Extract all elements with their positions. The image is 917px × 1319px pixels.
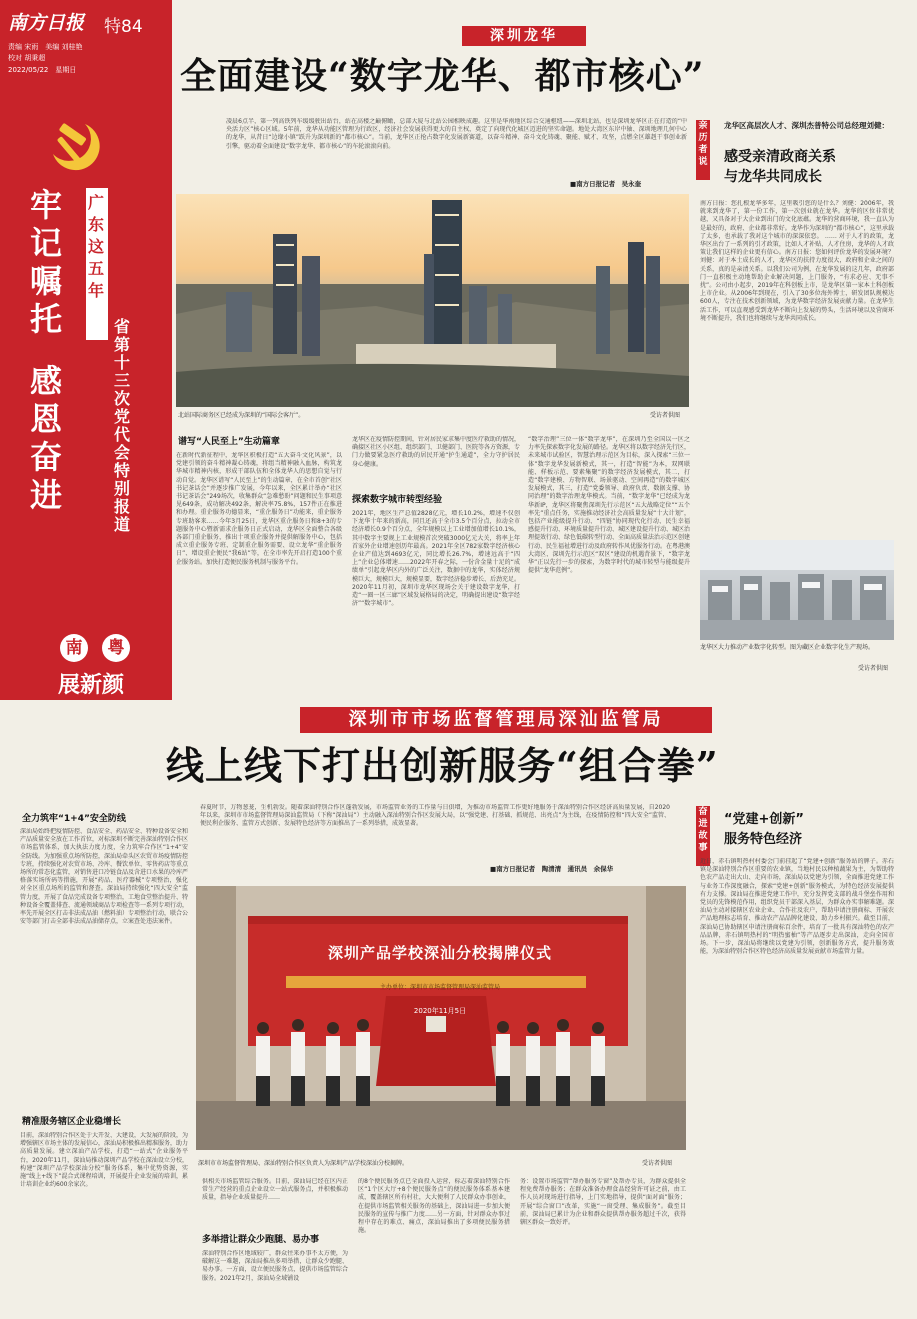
region-badge-right <box>102 634 130 662</box>
region-badge-left-text: 南 <box>65 638 83 658</box>
article1-headline: 全面建设“数字龙华、都市核心” <box>180 55 705 97</box>
factory-photo-credit: 受访者供图 <box>858 665 889 672</box>
slogan-line-1: 牢记嘱托 <box>30 186 63 338</box>
staff-line-1: 责编 宋雨 美编 刘桂艳 <box>8 43 83 51</box>
masthead-logo: 南方日报 <box>8 12 85 34</box>
skyline-photo-credit: 受访者供图 <box>650 412 681 419</box>
article1-kicker <box>462 26 586 46</box>
article2-lead: 春夏时节，万物葱茏，生机勃发。随着深汕特别合作区蓬勃发展，市场监管业务的工作量与日俱增，为推动市场监管工作更好地服务于深汕特别合作区经济高质量发展，自2020年以来，深圳市市场监督管理局深汕监管局（下称“深汕局”）主动融入深汕特别合作区发展大局，以“强党建、打基础、抓规范、出亮点”为主线，在疫情防控和“四大安全”监管、便民利企服务、监管方式创新、发展特色经济等方面推出了一系列举措，成效显著。 <box>200 804 670 828</box>
article2-byline: ■南方日报记者 陶清清 通讯员 余保华 <box>490 865 614 873</box>
skyline-photo-caption: 北站国际商务区已经成为深圳的“国际会客厅”。 <box>178 412 305 419</box>
article1-lead: 凌晨6点半，第一列高铁列车缓缓驶出站台，站在高楼之巅俯瞰，总部大厦与北站公园相映成趣。这里是华南地区综合交通枢纽——深圳北站，也是深圳龙华区正在打造的“中央活力区”核心区域。5年前，龙华从功能区管理为行政区，经济社会发展获得更大的自主权，奠定了向现代化城区迈进的坚实命题。地处大湾区东岸中轴、深圳地理几何中心的龙华，从昔日“边缘小镇”跃升为深圳新的“都市核心”。当前，龙华区正抢占数字化发展新赛道，以奋斗精神、奋斗文化铸魂、聚能、赋才、攻坚，点燃全区雄赳干事创业新引擎，驱动着全面建设“数字龙华、都市核心”的车轮滚滚向前。 <box>226 118 687 150</box>
article1-col2-body-a: 龙华区在疫情防控期间，针对居民家求集中度医疗救助的情况，确接区社区小区组、组织部门、卫健部门、医院等各方资源，专门力做要紧急医疗救助的居民开通“护生通道”，全力守护居民身心健康。 <box>352 436 520 468</box>
ceremony-photo-caption: 深圳市市场监督管理局、深汕特别合作区负责人为深圳产品学校深汕分校揭牌。 <box>198 1160 409 1167</box>
date-line: 2022/05/22 星期日 <box>8 66 77 74</box>
series-title-a: 广东这五年 <box>88 193 105 300</box>
region-badge-left <box>60 634 88 662</box>
series-title-b: 省第十三次党代会特别报道 <box>114 317 131 534</box>
article2-kicker-text: 深圳市市场监督管理局深汕监管局 <box>348 709 664 730</box>
ceremony-photo <box>196 886 686 1150</box>
article2-vertical-tag-text: 奋进故事 <box>698 807 708 853</box>
article1-byline: ■南方日报记者 吴永奎 <box>570 180 642 188</box>
factory-photo <box>700 540 894 640</box>
region-badge-caption: 展新颜 <box>58 673 125 698</box>
skyline-illustration <box>176 194 689 407</box>
article2-vertical-tag <box>696 806 710 866</box>
article2-col2-body-b: 深汕特别合作区地域较广，群众往来办事不太方便，为破解这一难题，深汕局推出多项举措，让群众少跑腿、易办事。一方面，设立便民服务点，提供市场监管综合服务。2021年2月，深汕局全域铺设 <box>202 1250 348 1282</box>
article2-headline: 线上线下打出创新服务“组合拳” <box>166 743 719 788</box>
sidebar-banner <box>0 0 172 700</box>
staff-line-2: 校对 胡秉超 <box>8 54 46 62</box>
article2-side-heading-1: “党建+创新” <box>724 812 804 827</box>
interview-headline-1: 感受亲清政商关系 <box>724 149 836 165</box>
article2-col1-body: 深汕局始终把疫情防控、食品安全、药品安全、特种设备安全和产品质量安全放在工作首位，对标深圳不断完善深汕特别合作区市场监管体系，加大执法力度力度，全力筑牢合作区“1+4”安全防线。为加强重点场所防控，深汕局牵头区农贸市场疫情防控专班，持续强化对农贸市场、冷库、餐饮单位、零售药店等重点场所的常态化监管，对销售进口冷链食品及含进口水果的冷库严格落实场所码等措施，开展“药品、医疗器械”专项整治，强化对全区重点场所的监管和督查。深汕局持续强化“四大安全”监管力度，开展了食品完成设备专项整治，工地食堂整治提升、特种设备全覆盖排查、流通领域商品专项检查等一系列专项行动，率先开展全区打击非法成品油（燃料油）专项整治行动，联合公安等部门打击全部非法成品油储存点，立案查处违法案件。 <box>20 828 188 926</box>
article2-col1-body-2: 目前，深汕特别合作区处于大开发、大建设，大发展的阶段，为增强辖区市场主体的发展信心，深汕局积极推出精准服务，助力高质量发展。建立深汕产品学校，打造“一站式”企业服务平台，2020年11月，深汕局推动深圳产品学校在深汕设立分校，构建“深圳产品学校深汕分校”服务体系，集中优势资源，实施“线上+线下”混合式课程培训，开展提升企业发展的培训，累计培训企业约600余家次。 <box>20 1132 188 1189</box>
article1-col2-heading: 探索数字城市转型经验 <box>352 495 443 505</box>
interview-vertical-tag <box>696 120 710 180</box>
article2-side-heading-2: 服务特色经济 <box>724 832 803 847</box>
interview-headline-2: 与龙华共同成长 <box>724 169 822 185</box>
interview-vertical-tag-text: 亲历者说 <box>698 121 708 167</box>
factory-illustration <box>700 540 894 640</box>
interview-org: 龙华区高层次人才、深圳杰普特公司总经理刘健： <box>724 121 889 130</box>
region-badge-right-text: 粤 <box>107 638 125 658</box>
article1-col3-body: “数字治理”三位一体“数字龙华”，在深圳乃至全国以一区之力率先探索数字化发展的路径。龙华区将以数字经济先行区，未来城市试验区，智慧治理示范区为目标，深入探索“三位一体”数字龙华发展新模式，其一，打造“智能”为本，双网联能、样板示范、要素集聚”的数字经济发展模式，其二，打造“数字建模、方物智联、场景驱动、空间再造”的数字城区发展模式，其三，打造“党委领导、政府负责、数据支撑、协同治理”的数字治理龙华模式。当前，“数字龙华”已经成为龙华新IP，龙华区将聚焦深圳先行示范区“五大战略定位”“五个率先”重点任务，实施推动经济社会高质量发展“十大计划”，包括产业能级提升行动、“四链”协同现代化行动、民生幸福感提升行动、环境质量提升行动、城区建设提升行动、城区治理提效行动、绿色低碳转型行动、全面高质量法治示范区创建行动、民生福祉增进行动及政府转作风优服务行动。在粤港澳大湾区、深圳先行示范区“双区”建设的机遇背景下，“数字龙华”正以先行一步的探索，为数字时代的城市转型与能级提升提供“龙华范例”。 <box>528 436 690 575</box>
article2-col2-body-a: 供相关市场监管综合服务。目前，深汕局已经在区内正常生产经营的重点企业设立一站式服务点，并积极推动质量，指导企业质量提升…… <box>202 1178 348 1202</box>
skyline-photo <box>176 194 689 407</box>
article2-col4-body: 务：设置市场监管“帮办服务专窗”及帮办专员，为群众提供全程免费帮办服务；在群众准备办理食品经营许可证之前，由工作人员对现场进行指导，上门实地指导，提供“面对面”服务；开展“综合窗口”改革，实施“一窗受理、集成服务”。截至目前，深汕局已累计为企业和群众提供帮办服务超过千次，获得辖区群众一致好评。 <box>520 1178 686 1227</box>
article1-col1-body: 在新时代新征程中，龙华区积极打造“五大奋斗文化风景”，以党建引领的奋斗精神凝心铸魂，将组当精神融入血脉，构筑龙华城市精神内核，形成干部队伍和全体龙华人的思想自觉与行动自觉。龙华区谱写“人民至上”的生动篇章，在全市首创“社区书记茶话会”并逐步推广发展，今年以来，全区累计举办“社区书记茶话会”249场次，收集群众“急难愁盼”问题和民生事项意见649条，成功解决492条，解决率75.8%，157件正在推进和办理。重企服务功德显来，“重企服务日”功能来，重企服务专班助客来……今年3月25日，龙华区重企服务日和8+3的专题服务中心暨新需求企服务日正式启动，龙华区全面整合各级各部门重企服务，推出十项重企服务并提供解服务中心，包括成立重企服务专班、定制重企服务需要、设立龙华“重企服务日”、增设重企便民“我6站”等，在全市率先开启打造100个重企服务站。加快打造便民服务机制与服务平台。 <box>176 452 342 566</box>
article2-col2-heading: 多举措让群众少跑腿、易办事 <box>202 1235 320 1245</box>
party-emblem-icon <box>45 118 103 176</box>
interview-body: 南方日报：您扎根龙华多年，这里吸引您的是什么？刘健：2006年，我就来到龙华了，第一份工作，第一次创业就在龙华。龙华的区位非常优越，又具备对于大企业到出门的文化底蕴。龙华的营商环境，我一直认为是最好的，政府、企业都非常好。龙华作为深圳的“都市核心”，这里承载了太多，也承载了我对这个城市的深深依恋。 …… 对于人才的政策，龙华区出台了一系列的引才政策，比如人才补贴、人才住房，龙华的人才政策让我们这样的企业更有信心。南方日报：您如何评价龙华的发展环境？刘健：对于本土成长的人才，龙华区的扶持力度很大，政府和企业之间的关系，真的是亲清关系。以我们公司为例，在龙华发展的这几年，政府部门一直积极主动地帮助企业解决问题，上门服务，“有求必应、无事不扰”。公司由小起步，2019年在科创板上市，是龙华区第一家本土科创板上市企业。从2006年到现在，引入了30多位海外博士，研发团队规模达600人，专注在技术创新领域，为龙华数字经济发展贡献力量。在龙华生活工作，可以直观感受到龙华不断向上发展的势头，生活环境以及营商环境不断提升，我们也将继续与龙华共同成长。 <box>700 200 894 322</box>
article2-kicker <box>300 707 712 733</box>
article2-col1-heading-2: 精准服务辖区企业稳增长 <box>22 1117 122 1127</box>
article2-col3-body: 的8个便民服务点已全面投入运营，标志着深汕特别合作区“1个区大厅+8个便民服务点”的便民服务体系基本建成，覆盖辖区所有村社，大大便利了人民群众办事创业，在提供市场监管相关服务的基础上，深汕局进一步加大便民服务的宣传与推广力度……另一方面，针对群众办事过程中存在的难点、痛点，深汕局推出了多项便民服务措施。 <box>358 1178 510 1235</box>
slogan-line-2: 感恩奋进 <box>30 362 63 514</box>
article1-col1-heading: 谱写“人民至上”生动篇章 <box>178 437 280 447</box>
ceremony-banner-sub: 主办单位：深圳市市场监督管理局深汕监管局 <box>379 984 500 991</box>
article1-kicker-text: 深圳龙华 <box>490 28 558 44</box>
ceremony-photo-credit: 受访者供图 <box>642 1160 673 1167</box>
article2-col1-heading: 全力筑牢“1+4”安全防线 <box>22 814 126 824</box>
special-edition-number: 特84 <box>104 17 143 37</box>
factory-photo-caption: 龙华区大力推动产业数字化转型。图为藏区企业数字化生产现场。 <box>700 644 875 651</box>
ceremony-banner-date: 2020年11月5日 <box>413 1007 467 1015</box>
article1-col2-body-b: 2021年，地区生产总值2828亿元，增长10.2%，增速不仅创下龙华十年来的新高，同且还高于全市3.5个百分点，拉动全市经济增长0.9个百分点，全年规模以上工业增加值增长10.1%，其中数字主要规上工业规模首次突破3000亿元大关，将率上年首家外企业增速创历年最高。2021年全区782家数字经济核心企业产值达到4693亿元，同比增长26.7%，增速远高于“四上”企业总体增速……2022年开春之际，一份含金量十足的“成绩单”引起龙华区内外的广泛关注，数据中的龙华，实体经济规模巨大，规模巨大，规模显要，数字经济稳步增长、后劲充足。2020年11月初，深圳市龙华区现场会关于建设数字龙华，打造“一圈一区三廊”区域发展格局的决定，明确提出建设“数字经济”“数字城市”。 <box>352 510 520 608</box>
article2-side-body: 近日，赤石镇明热村村委会门前挂起了“党建+创新”服务站的牌子。赤石镇是深汕特别合作区重要的农业镇，当地村民以种植蔬果为主，为帮助特色农产品走出大山、走向市场，深汕局以党建为引领，全面推进党建工作与业务工作深度融合，探索“党建+创新”服务模式，为特色经济发展提供有力支撑。深汕局在推进党建工作中，充分发挥党支部的战斗堡垒作用和党员的先锋模范作用，组织党员干部深入基层，为群众办实事解难题。深汕局主动对接辖区农业企业、合作社及农户，帮助申请注册商标、开展农产品地理标志培育、推动农产品品牌化建设，助力乡村振兴。截至目前，深汕局已协助辖区申请注册商标百余件，培育了一批具有深汕特色的农产品品牌，赤石镇明热村的“明热蜜柚”等产品逐步走出深汕，走向全国市场。下一步，深汕局将继续以党建为引领，创新服务方式，提升服务效能，为深汕特别合作区特色经济高质量发展贡献市场监管力量。 <box>700 858 894 956</box>
ceremony-illustration <box>196 886 686 1150</box>
ceremony-banner-title: 深圳产品学校深汕分校揭牌仪式 <box>327 944 552 962</box>
series-title-box <box>86 188 108 340</box>
